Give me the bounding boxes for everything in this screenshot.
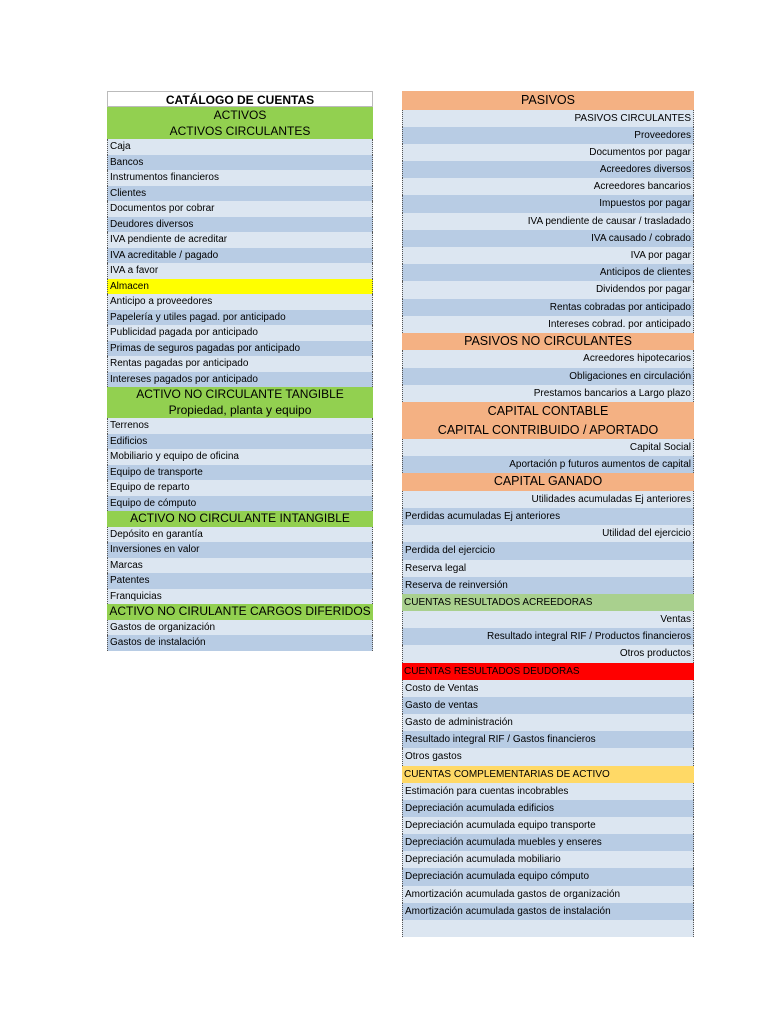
account-row: Marcas xyxy=(107,558,373,574)
activos-circulantes-list xyxy=(107,139,373,387)
account-row: Patentes xyxy=(107,573,373,589)
account-row: Clientes xyxy=(107,186,373,202)
capital-contribuido-header: CAPITAL CONTRIBUIDO / APORTADO xyxy=(402,421,694,440)
account-row: Reserva de reinversión xyxy=(402,577,694,594)
account-row: Intereses cobrad. por anticipado xyxy=(402,316,694,333)
account-row: Resultado integral RIF / Productos financieros xyxy=(402,628,694,645)
account-row: Depreciación acumulada equipo cómputo xyxy=(402,868,694,885)
account-row: Depreciación acumulada equipo transporte xyxy=(402,817,694,834)
account-row: Acreedores diversos xyxy=(402,161,694,178)
account-row xyxy=(402,920,694,937)
account-row: Equipo de reparto xyxy=(107,480,373,496)
account-row: Amortización acumulada gastos de organización xyxy=(402,886,694,903)
account-row: Acreedores bancarios xyxy=(402,178,694,195)
tangible-list xyxy=(107,418,373,511)
account-row: IVA pendiente de causar / trasladado xyxy=(402,213,694,230)
account-row: Perdidas acumuladas Ej anteriores xyxy=(402,508,694,525)
account-row: Caja xyxy=(107,139,373,155)
account-row: Dividendos por pagar xyxy=(402,281,694,298)
intangible-list xyxy=(107,527,373,605)
account-row: Equipo de transporte xyxy=(107,465,373,481)
account-row: Primas de seguros pagadas por anticipado xyxy=(107,341,373,357)
account-row: Inversiones en valor xyxy=(107,542,373,558)
account-row: Edificios xyxy=(107,434,373,450)
account-row: Depreciación acumulada edificios xyxy=(402,800,694,817)
account-row: Otros gastos xyxy=(402,748,694,765)
intangible-header: ACTIVO NO CIRCULANTE INTANGIBLE xyxy=(107,511,373,527)
account-row: Prestamos bancarios a Largo plazo xyxy=(402,385,694,402)
activos-header: ACTIVOS xyxy=(107,107,373,123)
account-row: Mobiliario y equipo de oficina xyxy=(107,449,373,465)
acreedoras-header: CUENTAS RESULTADOS ACREEDORAS xyxy=(402,594,694,611)
pasivos-header: PASIVOS xyxy=(402,91,694,110)
acreedoras-list xyxy=(402,611,694,663)
account-row: Rentas cobradas por anticipado xyxy=(402,299,694,316)
account-row: Depósito en garantía xyxy=(107,527,373,543)
account-row: Deudores diversos xyxy=(107,217,373,233)
tangible-header: ACTIVO NO CIRCULANTE TANGIBLE xyxy=(107,387,373,403)
account-row: Almacen xyxy=(107,279,373,295)
account-row: Ventas xyxy=(402,611,694,628)
account-row: Perdida del ejercicio xyxy=(402,542,694,559)
account-row: Equipo de cómputo xyxy=(107,496,373,512)
account-row: Gasto de ventas xyxy=(402,697,694,714)
account-row: Franquicias xyxy=(107,589,373,605)
account-row: Gastos de instalación xyxy=(107,635,373,651)
account-row: Otros productos xyxy=(402,645,694,662)
account-row: Utilidades acumuladas Ej anteriores xyxy=(402,491,694,508)
account-row: Obligaciones en circulación xyxy=(402,368,694,385)
account-row: Amortización acumulada gastos de instalación xyxy=(402,903,694,920)
activos-circulantes-header: ACTIVOS CIRCULANTES xyxy=(107,123,373,139)
account-row: Publicidad pagada por anticipado xyxy=(107,325,373,341)
account-row: Anticipo a proveedores xyxy=(107,294,373,310)
complementarias-list xyxy=(402,783,694,938)
account-row: Proveedores xyxy=(402,127,694,144)
account-row: Aportación p futuros aumentos de capital xyxy=(402,456,694,473)
pasivos-no-circulantes-list xyxy=(402,350,694,402)
account-row: IVA acreditable / pagado xyxy=(107,248,373,264)
capital-ganado-list xyxy=(402,491,694,594)
account-row: PASIVOS CIRCULANTES xyxy=(402,110,694,127)
pasivos-capital-column xyxy=(402,91,694,937)
account-row: IVA causado / cobrado xyxy=(402,230,694,247)
account-row: Intereses pagados por anticipado xyxy=(107,372,373,388)
capital-contable-header: CAPITAL CONTABLE xyxy=(402,402,694,421)
account-row: Instrumentos financieros xyxy=(107,170,373,186)
account-row: Documentos por cobrar xyxy=(107,201,373,217)
account-row: Acreedores hipotecarios xyxy=(402,350,694,367)
account-row: Utilidad del ejercicio xyxy=(402,525,694,542)
account-row: Reserva legal xyxy=(402,560,694,577)
diferidos-header: ACTIVO NO CIRULANTE CARGOS DIFERIDOS xyxy=(107,604,373,620)
account-row: Anticipos de clientes xyxy=(402,264,694,281)
tangible-subheader: Propiedad, planta y equipo xyxy=(107,403,373,419)
account-row: Bancos xyxy=(107,155,373,171)
account-row: Papelería y utiles pagad. por anticipado xyxy=(107,310,373,326)
account-row: Capital Social xyxy=(402,439,694,456)
complementarias-header: CUENTAS COMPLEMENTARIAS DE ACTIVO xyxy=(402,766,694,783)
account-row: Resultado integral RIF / Gastos financieros xyxy=(402,731,694,748)
deudoras-list xyxy=(402,680,694,766)
account-row: Gasto de administración xyxy=(402,714,694,731)
account-row: Depreciación acumulada muebles y enseres xyxy=(402,834,694,851)
account-row: IVA a favor xyxy=(107,263,373,279)
pasivos-circulantes-list xyxy=(402,110,694,333)
account-row: Terrenos xyxy=(107,418,373,434)
pasivos-no-circulantes-header: PASIVOS NO CIRCULANTES xyxy=(402,333,694,351)
capital-ganado-header: CAPITAL GANADO xyxy=(402,473,694,491)
account-row: Documentos por pagar xyxy=(402,144,694,161)
account-row: IVA pendiente de acreditar xyxy=(107,232,373,248)
catalog-title: CATÁLOGO DE CUENTAS xyxy=(107,91,373,107)
account-row: Rentas pagadas por anticipado xyxy=(107,356,373,372)
activos-column xyxy=(107,91,373,651)
account-row: Impuestos por pagar xyxy=(402,195,694,212)
deudoras-header: CUENTAS RESULTADOS DEUDORAS xyxy=(402,663,694,680)
account-row: Estimación para cuentas incobrables xyxy=(402,783,694,800)
account-row: Gastos de organización xyxy=(107,620,373,636)
diferidos-list xyxy=(107,620,373,651)
account-row: Costo de Ventas xyxy=(402,680,694,697)
account-row: IVA por pagar xyxy=(402,247,694,264)
capital-contribuido-list xyxy=(402,439,694,473)
account-row: Depreciación acumulada mobiliario xyxy=(402,851,694,868)
